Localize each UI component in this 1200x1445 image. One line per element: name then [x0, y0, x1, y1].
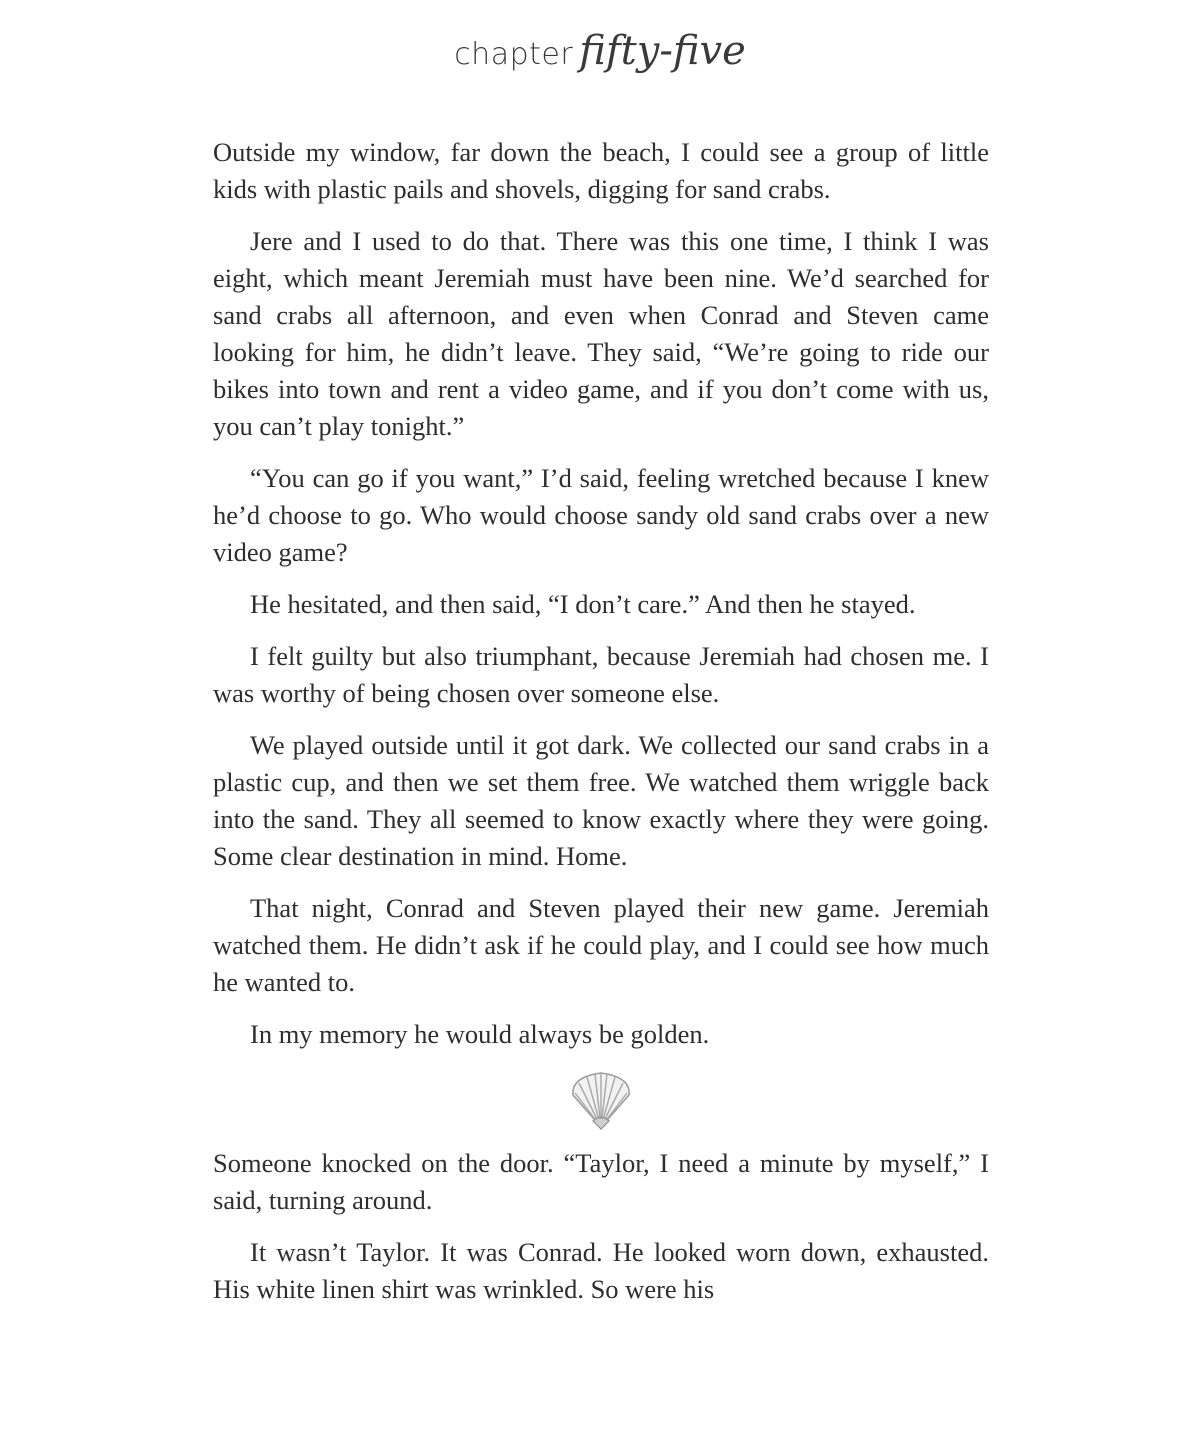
paragraph: Outside my window, far down the beach, I could see a group of little kids with plastic pails and shovels, digging for sand crabs. [213, 137, 989, 204]
paragraph: I felt guilty but also triumphant, because Jeremiah had chosen me. I was worthy of being chosen over someone else. [213, 641, 989, 708]
seashell-icon [567, 1069, 635, 1131]
paragraph: He hesitated, and then said, “I don’t care.” And then he stayed. [250, 589, 916, 619]
section-break [213, 1069, 989, 1131]
paragraph: In my memory he would always be golden. [250, 1019, 710, 1049]
paragraph: That night, Conrad and Steven played their new game. Jeremiah watched them. He didn’t ask if he could play, and I could see how much he wanted to. [213, 893, 989, 997]
chapter-label: chapter [454, 37, 574, 72]
paragraph: Someone knocked on the door. “Taylor, I need a minute by myself,” I said, turning around. [213, 1148, 989, 1215]
chapter-heading [0, 28, 1200, 74]
paragraph: “You can go if you want,” I’d said, feeling wretched because I knew he’d choose to go. Who would choose sandy old sand crabs over a new video game? [213, 463, 989, 567]
chapter-text [213, 134, 989, 1323]
chapter-number: fifty-five [579, 28, 746, 74]
paragraph: We played outside until it got dark. We collected our sand crabs in a plastic cup, and then we set them free. We watched them wriggle back into the sand. They all seemed to know exactly where they were going. Some clear destination in mind. Home. [213, 730, 989, 871]
paragraph: It wasn’t Taylor. It was Conrad. He looked worn down, exhausted. His white linen shirt was wrinkled. So were his [213, 1237, 989, 1304]
paragraph: Jere and I used to do that. There was this one time, I think I was eight, which meant Jeremiah must have been nine. We’d searched for sand crabs all afternoon, and even when Conrad and Steven came looking for him, he didn’t leave. They said, “We’re going to ride our bikes into town and rent a video game, and if you don’t come with us, you can’t play tonight.” [213, 226, 989, 441]
